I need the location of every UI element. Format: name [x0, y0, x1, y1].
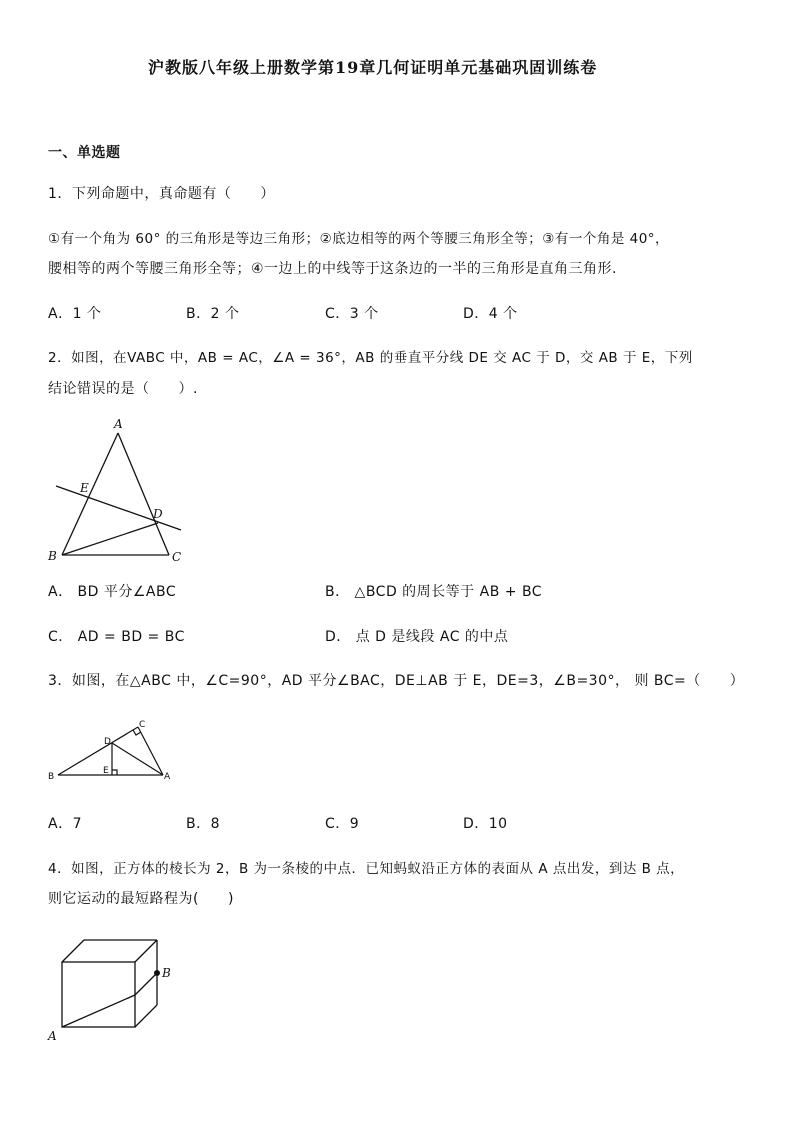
q1-stem: 1．下列命题中，真命题有（ ） [48, 186, 275, 202]
q3-option-d: D．10 [463, 816, 508, 832]
q3-label-e: E [103, 766, 109, 776]
q3-label-b: B [48, 772, 55, 782]
q3-label-a: A [164, 772, 171, 782]
q3-label-c: C [139, 720, 146, 730]
q3-stem: 3．如图，在△ABC 中，∠C=90°，AD 平分∠BAC，DE⊥AB 于 E，DE=3，∠B=30°， 则 BC=（ ） [48, 673, 745, 689]
q2-option-d: D． 点 D 是线段 AC 的中点 [325, 629, 509, 645]
q2-label-e: E [80, 481, 89, 495]
q4-cube-edge-tl [62, 940, 84, 962]
q4-path-side [135, 973, 157, 995]
q2-option-a: A． BD 平分∠ABC [48, 584, 177, 600]
q2-option-b: B． △BCD 的周长等于 AB + BC [325, 584, 543, 600]
q2-label-c: C [172, 550, 182, 564]
q1-body-line2: 腰相等的两个等腰三角形全等；④一边上的中线等于这条边的一半的三角形是直角三角形. [48, 261, 617, 277]
q3-option-c: C．9 [325, 816, 360, 832]
q1-option-a: A．1 个 [48, 306, 102, 322]
q4-point-b [154, 970, 160, 976]
q2-option-c: C． AD = BD = BC [48, 629, 185, 645]
q1-option-c: C．3 个 [325, 306, 379, 322]
q4-stem-line1: 4．如图，正方体的棱长为 2，B 为一条棱的中点．已知蚂蚁沿正方体的表面从 A 点出发，到达 B 点， [48, 861, 685, 877]
q1-option-d: D．4 个 [463, 306, 518, 322]
page-title: 沪教版八年级上册数学第19章几何证明单元基础巩固训练卷 [148, 58, 598, 77]
q4-label-b: B [162, 966, 171, 980]
q4-cube-edge-tr [135, 940, 157, 962]
q4-cube-edge-br [135, 1005, 157, 1027]
q4-label-a: A [48, 1029, 57, 1043]
q4-stem-line2: 则它运动的最短路程为( ) [48, 891, 234, 907]
q3-option-b: B．8 [186, 816, 221, 832]
q4-path-front [62, 995, 135, 1027]
q2-stem-line2: 结论错误的是（ ）. [48, 381, 198, 397]
q1-body-line1: ①有一个角为 60° 的三角形是等边三角形；②底边相等的两个等腰三角形全等；③有一个角是 40°， [48, 231, 670, 247]
q3-label-d: D [104, 737, 111, 747]
section-heading: 一、单选题 [48, 145, 121, 161]
q1-option-b: B．2 个 [186, 306, 240, 322]
q3-option-a: A．7 [48, 816, 82, 832]
q2-label-d: D [153, 507, 163, 521]
q4-cube-front-face [62, 962, 135, 1027]
q2-stem-line1: 2．如图，在VABC 中，AB = AC，∠A = 36°，AB 的垂直平分线 DE 交 AC 于 D，交 AB 于 E，下列 [48, 350, 693, 366]
q2-label-b: B [48, 549, 57, 563]
q2-label-a: A [114, 417, 123, 431]
